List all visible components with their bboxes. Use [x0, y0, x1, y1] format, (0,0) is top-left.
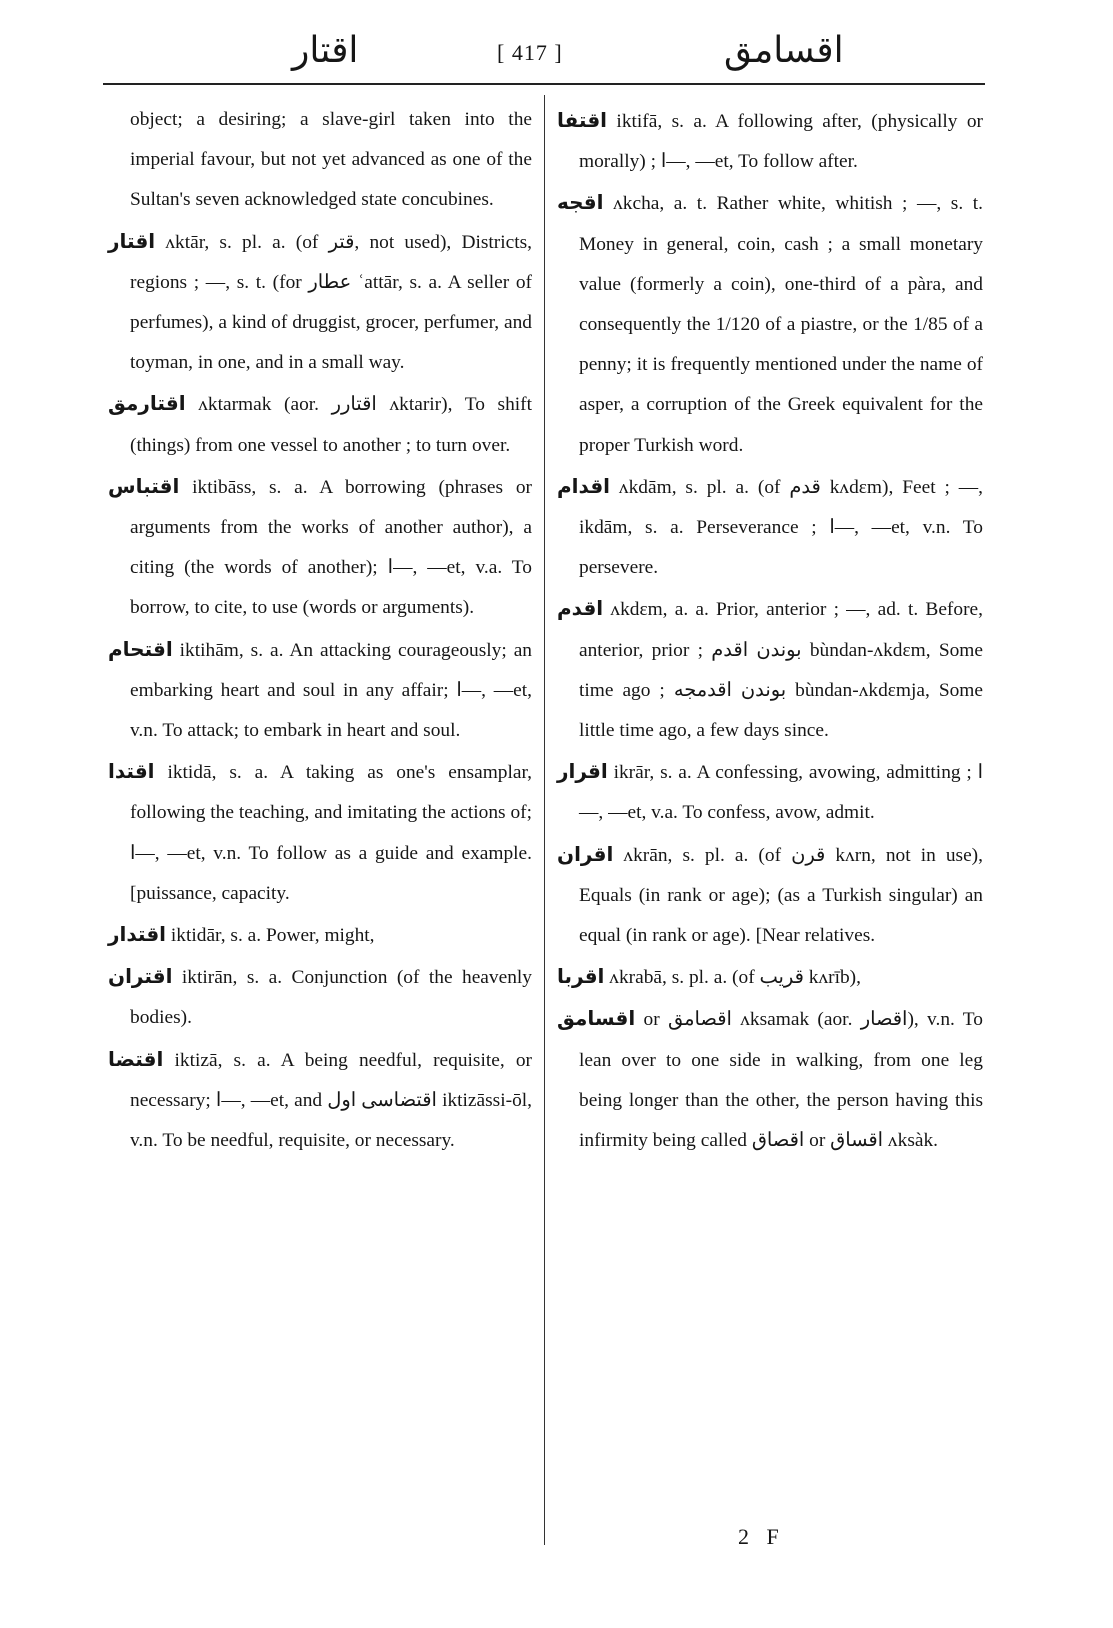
- entry-text: iktibāss, s. a. A borrowing (phrases or arguments from the works of another author), a citing (the words of another); ا—, —et, v.a. To borrow, to cite, to use (words or arguments).: [130, 476, 532, 619]
- entry-headword-arabic: اقتار: [108, 228, 156, 253]
- entry-headword-arabic: اقتباس: [108, 473, 180, 498]
- entry-headword-arabic: اقتارمق: [108, 391, 186, 416]
- entry-headword-arabic: اقتران: [108, 964, 173, 989]
- dictionary-entry: [557, 466, 983, 589]
- entry-headword-arabic: اقدم: [557, 596, 604, 621]
- entry-text: ikrār, s. a. A confessing, avowing, admitting ; ا—, —et, v.a. To confess, avow, admit.: [579, 762, 983, 824]
- dictionary-entry: [557, 998, 983, 1161]
- left-running-headword: اقتار: [292, 30, 359, 71]
- entry-headword-arabic: اقتضا: [108, 1046, 164, 1071]
- entry-text: ʌkdām, s. pl. a. (of قدم kʌdɛm), Feet ; —, ikdām, s. a. Perseverance ; ا—, —et, v.n. To persevere.: [579, 476, 983, 579]
- dictionary-entry: [557, 751, 983, 833]
- entry-text: iktizā, s. a. A being needful, requisite, or necessary; ا—, —et, and اقتضاسی اول iktizāssi-ōl, v.n. To be needful, requisite, or necessary.: [130, 1049, 533, 1152]
- entry-text: iktidā, s. a. A taking as one's ensamplar, following the teaching, and imitating the actions of; ا—, —et, v.n. To follow as a guide and example. [puissance, capacity.: [130, 762, 532, 904]
- entry-text: ʌktār, s. pl. a. (of قتر, not used), Districts, regions ; —, s. t. (for عطار ʿattār, s. a. A seller of perfumes), a kind of druggist, grocer, perfumer, and toyman, in one, and in a small way.: [130, 231, 532, 374]
- entry-headword-arabic: اقدام: [557, 473, 611, 498]
- entry-headword-arabic: اقسامق: [557, 1006, 636, 1031]
- dictionary-entry: [557, 588, 983, 751]
- dictionary-entry: [108, 956, 532, 1038]
- entry-text: ʌkrān, s. pl. a. (of قرن kʌrn, not in use), Equals (in rank or age); (as a Turkish singular) an equal (in rank or age). [Near relatives.: [579, 844, 983, 947]
- entry-headword-arabic: اقرار: [557, 759, 608, 784]
- page-number: [ 417 ]: [497, 40, 563, 65]
- dictionary-entry: [108, 629, 532, 752]
- entry-headword-arabic: اقتفا: [557, 108, 608, 132]
- entry-text: iktifā, s. a. A following after, (physically or morally) ; ا—, —et, To follow after.: [579, 111, 983, 173]
- entry-text: or اقصامق ʌksamak (aor. اقصار), v.n. To lean over to one side in walking, from one leg being longer than the other, the person having this infirmity being called اقصاق or اقساق ʌksàk.: [579, 1009, 983, 1152]
- dictionary-entry: [108, 751, 532, 914]
- entry-headword-arabic: اقتدار: [108, 922, 167, 947]
- dictionary-entry: [108, 914, 532, 956]
- entry-text: ʌkcha, a. t. Rather white, whitish ; —, s. t. Money in general, coin, cash ; a small monetary value (formerly a coin), one-third of a pàra, and consequently the 1/120 of a piastre, or the 1/85 of a penny; it is frequently mentioned under the name of asper, a corruption of the Greek equivalent for the proper Turkish word.: [579, 193, 983, 456]
- entry-headword-arabic: اقربا: [557, 964, 605, 989]
- right-running-headword: اقسامق: [724, 30, 844, 71]
- header-rule: [103, 83, 985, 85]
- dictionary-entry: [108, 1039, 532, 1162]
- dictionary-entry: [557, 100, 983, 182]
- right-column: [557, 100, 983, 1161]
- column-divider: [544, 95, 545, 1545]
- entry-headword-arabic: اقجه: [557, 190, 604, 215]
- dictionary-entry: [108, 466, 532, 629]
- entry-headword-arabic: اقتحام: [108, 636, 173, 661]
- entry-text: ʌkrabā, s. pl. a. (of قریب kʌrīb),: [604, 967, 861, 989]
- entry-text: iktirān, s. a. Conjunction (of the heavenly bodies).: [130, 967, 532, 1029]
- entry-text: ʌkdɛm, a. a. Prior, anterior ; —, ad. t. Before, anterior, prior ; بوندن اقدم bùndan-ʌkdɛm, Some time ago ; بوندن اقدمجه bùndan-ʌkdɛmja, Some little time ago, a few days since.: [579, 599, 983, 742]
- entry-headword-arabic: اقتدا: [108, 759, 155, 784]
- entry-text: iktidār, s. a. Power, might,: [166, 925, 375, 947]
- entry-text: ʌktarmak (aor. اقتارر ʌktarir), To shift (things) from one vessel to another ; to turn over.: [130, 394, 533, 456]
- dictionary-entry: [108, 383, 532, 465]
- entry-headword-arabic: اقران: [557, 841, 614, 866]
- dictionary-entry: [557, 182, 983, 465]
- entry-text: iktihām, s. a. An attacking courageously; an embarking heart and soul in any affair; ا—, —et, v.n. To attack; to embark in heart and soul.: [130, 639, 532, 742]
- entry-continuation: object; a desiring; a slave-girl taken into the imperial favour, but not yet advanced as one of the Sultan's seven acknowledged state concubines.: [130, 109, 532, 211]
- dictionary-entry: [557, 956, 983, 998]
- page-header: [0, 0, 1113, 90]
- signature-mark: 2 F: [738, 1524, 785, 1549]
- dictionary-entry: [557, 834, 983, 957]
- dictionary-entry: [108, 221, 532, 384]
- left-column: [108, 100, 532, 1161]
